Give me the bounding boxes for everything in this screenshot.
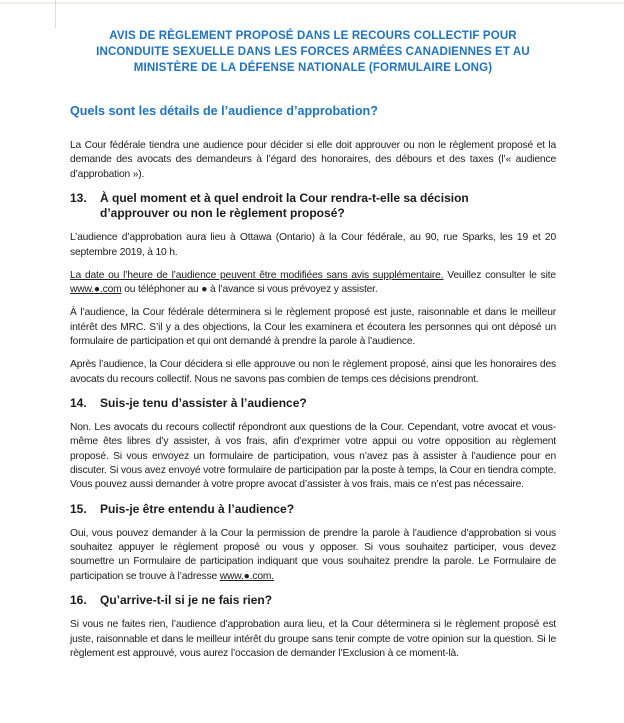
intro-paragraph: La Cour fédérale tiendra une audience pour décider si elle doit approuver ou non le règlement proposé et la demande des avocats des demandeurs à l’égard des honoraires, des débours et des taxes (l’« audience d’approbation »).	[70, 140, 556, 180]
participation-form-website-link[interactable]: www.●.com.	[219, 570, 274, 582]
scan-artifact	[55, 0, 56, 28]
speak-at-hearing-paragraph	[70, 527, 556, 584]
date-change-rest-text: ou téléphoner au ● à l’avance si vous prévoyez y assister.	[121, 284, 378, 296]
question-16-text: Qu’arrive-t-il si je ne fais rien?	[100, 593, 273, 608]
do-nothing-paragraph: Si vous ne faites rien, l’audience d’approbation aura lieu, et la Cour déterminera si le règlement proposé est juste, raisonnable et dans le meilleur intérêt du groupe sans tenir compte de votre opinion sur la question. Si le règlement est approuvé, vous aurez l’occasion de demander l’Exclusion à ce moment-là.	[70, 619, 556, 659]
question-13-number: 13.	[70, 190, 87, 205]
hearing-location-paragraph: L’audience d’approbation aura lieu à Ottawa (Ontario) à la Cour fédérale, au 90, rue Sparks, les 19 et 20 septembre 2019, à 10 h.	[70, 232, 556, 258]
document-title-line-1: AVIS DE RÈGLEMENT PROPOSÉ DANS LE RECOURS COLLECTIF POUR	[109, 30, 517, 42]
document-title	[70, 28, 556, 76]
question-15	[70, 502, 556, 517]
date-change-text: Veuillez consulter le site	[443, 269, 556, 281]
question-16-number: 16.	[70, 593, 87, 608]
after-hearing-paragraph: Après l’audience, la Cour décidera si elle approuve ou non le règlement proposé, ainsi que les honoraires des avocats du recours collectif. Nous ne savons pas combien de temps ces décisions prendront.	[70, 359, 556, 385]
question-14-number: 14.	[70, 395, 87, 410]
website-link[interactable]: www.●.com	[70, 284, 122, 296]
document-title-line-2: INCONDUITE SEXUELLE DANS LES FORCES ARMÉES CANADIENNES ET AU	[96, 46, 530, 58]
speak-at-hearing-text: Oui, vous pouvez demander à la Cour la permission de prendre la parole à l’audience d’approbation si vous souhaitez appuyer le règlement proposé ou vous y opposer. Si vous souhaitez participer, vous devez soumettre un Formulaire de participation indiquant que vous souhaitez prendre la parole. Le Formulaire de participation se trouve à l’adresse	[70, 527, 556, 582]
question-13-text: À quel moment et à quel endroit la Cour rendra-t-elle sa décision d’approuver ou non le règlement proposé?	[100, 190, 469, 221]
date-change-paragraph	[70, 269, 556, 298]
date-change-underlined-text: La date ou l’heure de l’audience peuvent être modifiées sans avis supplémentaire.	[70, 269, 444, 281]
scan-artifact	[0, 2, 624, 4]
question-14-text: Suis-je tenu d’assister à l’audience?	[100, 395, 307, 410]
attendance-paragraph: Non. Les avocats du recours collectif répondront aux questions de la Cour. Cependant, votre avocat et vous-même êtes libres d’y assister, à vos frais, afin d’exprimer votre appui ou votre opposition au règlement proposé. Si vous envoyez un formulaire de participation, vous n’avez pas à assister à l’audience pour en discuter. Si vous avez envoyé votre formulaire de participation par la poste à temps, la Cour en tiendra compte. Vous pouvez aussi demander à votre propre avocat d’assister à vos frais, mais ce n’est pas nécessaire.	[70, 422, 556, 491]
section-heading: Quels sont les détails de l’audience d’approbation?	[70, 104, 378, 118]
question-16	[70, 593, 556, 608]
hearing-details-paragraph: À l’audience, la Cour fédérale déterminera si le règlement proposé est juste, raisonnable et dans le meilleur intérêt des MRC. S’il y a des objections, la Cour les examinera et écoutera les personnes qui ont déposé un formulaire de participation et qui ont demandé à prendre la parole à l’audience.	[70, 307, 556, 348]
question-15-number: 15.	[70, 501, 87, 516]
question-14	[70, 396, 556, 411]
document-title-line-3: MINISTÈRE DE LA DÉFENSE NATIONALE (FORMULAIRE LONG)	[133, 62, 493, 74]
question-15-text: Puis-je être entendu à l’audience?	[100, 501, 295, 516]
question-13	[70, 191, 556, 221]
